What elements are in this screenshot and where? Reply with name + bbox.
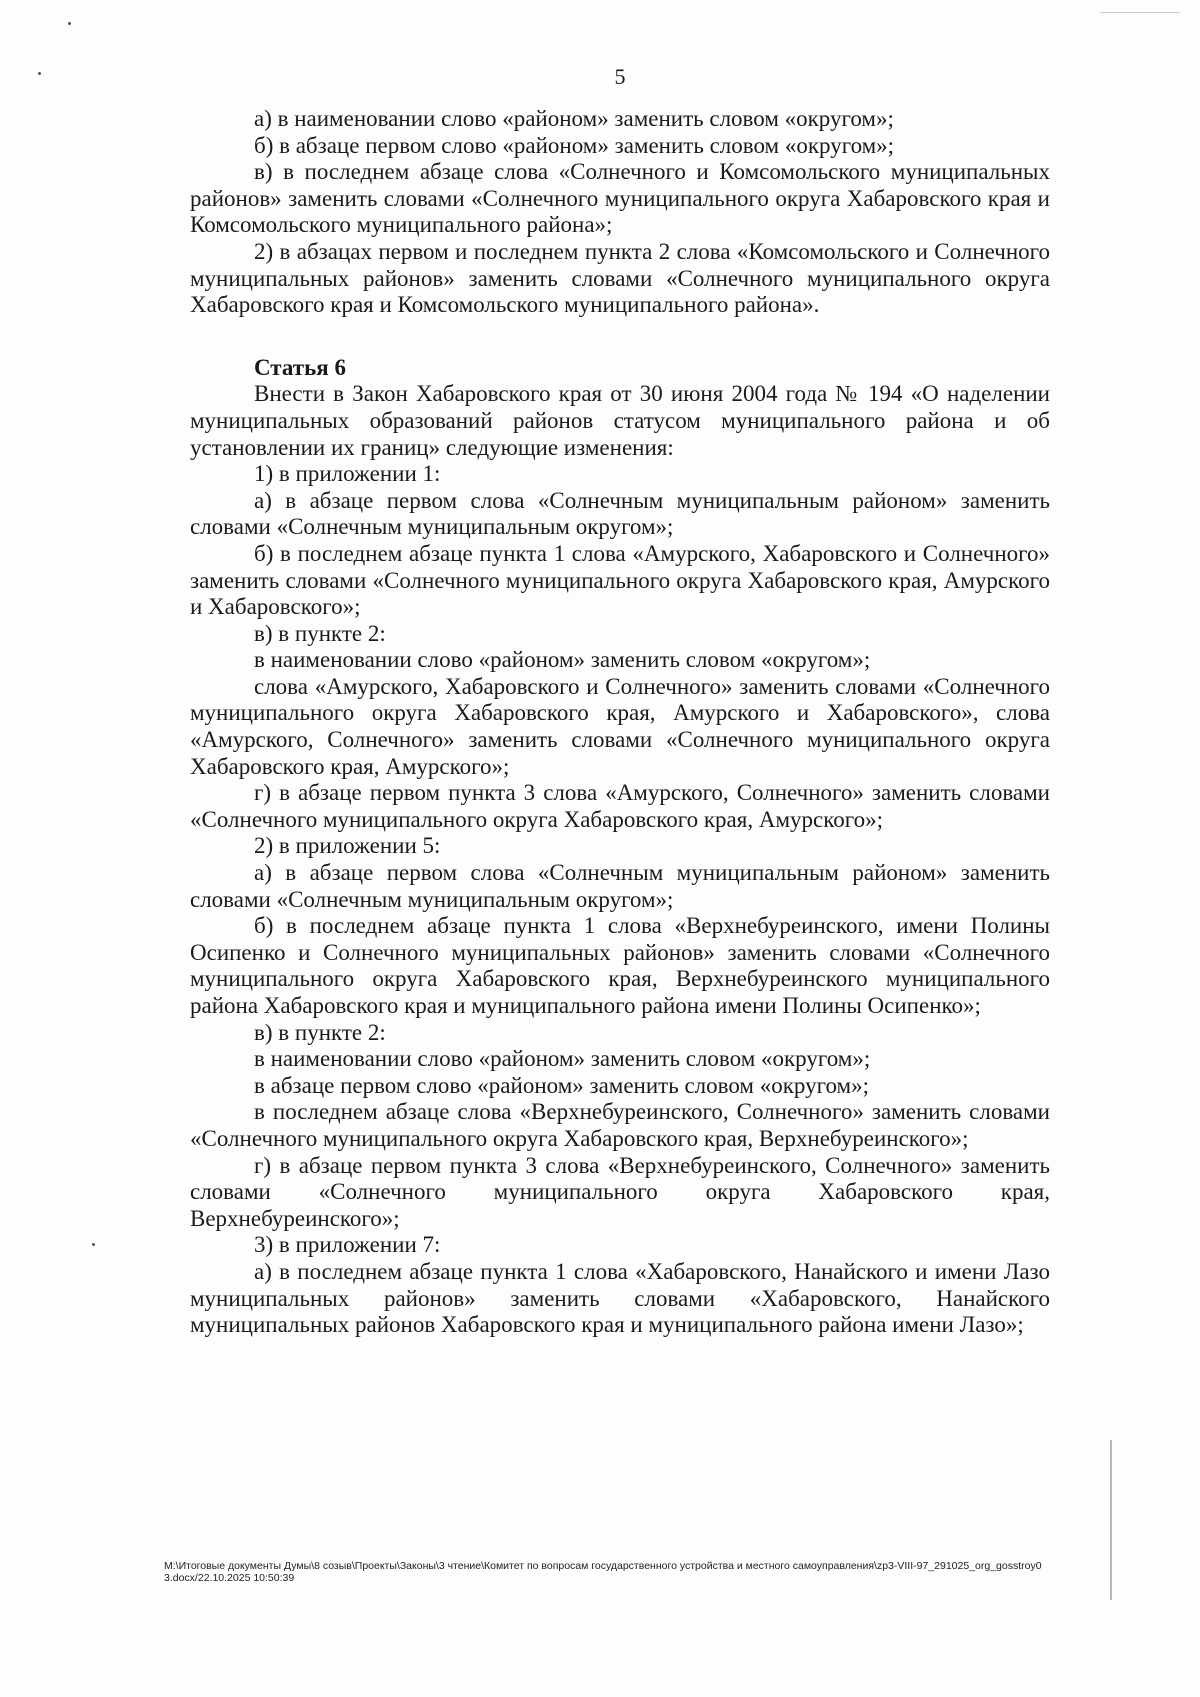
paragraph-v-last-abzac: в) в последнем абзаце слова «Солнечного и Комсомольского муниципальных районов» заменить словами «Солнечного муниципального округа Хабаровского края и Комсомольского муниципального района»; <box>190 159 1050 238</box>
scan-speck <box>92 1243 95 1246</box>
page-number: 5 <box>614 64 626 89</box>
article-heading: Статья 6 <box>254 354 346 380</box>
scan-speck <box>68 22 71 25</box>
paragraph-item-2: 2) в абзацах первом и последнем пункта 2 слова «Комсомольского и Солнечного муниципальных районов» заменить словами «Солнечного муниципального округа Хабаровского края и Комсомольского муниципального района». <box>190 238 1050 318</box>
article-item: в наименовании слово «районом» заменить словом «округом»; <box>254 647 871 673</box>
article-intro: Внести в Закон Хабаровского края от 30 июня 2004 года № 194 «О наделении муниципальных образований районов статусом муниципального района и об установлении их границ» следующие изменения: <box>190 381 1050 460</box>
article-item: б) в последнем абзаце пункта 1 слова «Амурского, Хабаровского и Солнечного» заменить словами «Солнечного муниципального округа Хабаровского края, Амурского и Хабаровского»; <box>190 540 1050 620</box>
scan-edge-line <box>1110 1440 1112 1600</box>
paragraph-b-first-abzac: б) в абзаце первом слово «районом» заменить словом «округом»; <box>254 132 895 158</box>
article-item: а) в абзаце первом слова «Солнечным муниципальным районом» заменить словами «Солнечным муниципальным округом»; <box>190 860 1050 912</box>
paragraph-a-rename-title: а) в наименовании слово «районом» заменить словом «округом»; <box>254 106 894 131</box>
article-item: г) в абзаце первом пункта 3 слова «Амурского, Солнечного» заменить словами «Солнечного муниципального округа Хабаровского края, Амурского»; <box>190 780 1050 832</box>
document-body <box>190 106 1050 1339</box>
article-item: г) в абзаце первом пункта 3 слова «Верхнебуреинского, Солнечного» заменить словами «Солнечного муниципального округа Хабаровского края, Верхнебуреинского»; <box>190 1152 1050 1231</box>
article-item: 2) в приложении 5: <box>254 833 441 859</box>
article-item: в абзаце первом слово «районом» заменить словом «округом»; <box>254 1072 869 1098</box>
article-item: а) в абзаце первом слова «Солнечным муниципальным районом» заменить словами «Солнечным муниципальным округом»; <box>190 487 1050 540</box>
article-item: б) в последнем абзаце пункта 1 слова «Верхнебуреинского, имени Полины Осипенко и Солнечного муниципальных районов» заменить словами «Солнечного муниципального округа Хабаровского края, Верхнебуреинского муниципального района Хабаровского края и муниципального района имени Полины Осипенко»; <box>190 913 1050 1018</box>
article-item: 3) в приложении 7: <box>254 1232 441 1258</box>
article-item: в наименовании слово «районом» заменить словом «округом»; <box>254 1046 871 1072</box>
article-item: в) в пункте 2: <box>254 620 386 646</box>
footer-file-path: M:\Итоговые документы Думы\8 созыв\Проекты\Законы\3 чтение\Комитет по вопросам государственного устройства и местного самоуправления\zp3-VIII-97_291025_org_gosstroy03.docx/22.10.2025 10:50:39 <box>164 1560 1042 1584</box>
article-item: слова «Амурского, Хабаровского и Солнечного» заменить словами «Солнечного муниципального округа Хабаровского края, Амурского и Хабаровского», слова «Амурского, Солнечного» заменить словами «Солнечного муниципального округа Хабаровского края, Амурского»; <box>190 673 1050 779</box>
article-item: в) в пункте 2: <box>254 1019 386 1045</box>
article-item: 1) в приложении 1: <box>254 461 441 487</box>
article-item: в последнем абзаце слова «Верхнебуреинского, Солнечного» заменить словами «Солнечного муниципального округа Хабаровского края, Верхнебуреинского»; <box>190 1099 1050 1151</box>
scan-edge-mark <box>1100 12 1180 13</box>
article-item: а) в последнем абзаце пункта 1 слова «Хабаровского, Нанайского и имени Лазо муниципальных районов» заменить словами «Хабаровского, Нанайского муниципальных районов Хабаровского края и муниципального района имени Лазо»; <box>190 1258 1050 1338</box>
